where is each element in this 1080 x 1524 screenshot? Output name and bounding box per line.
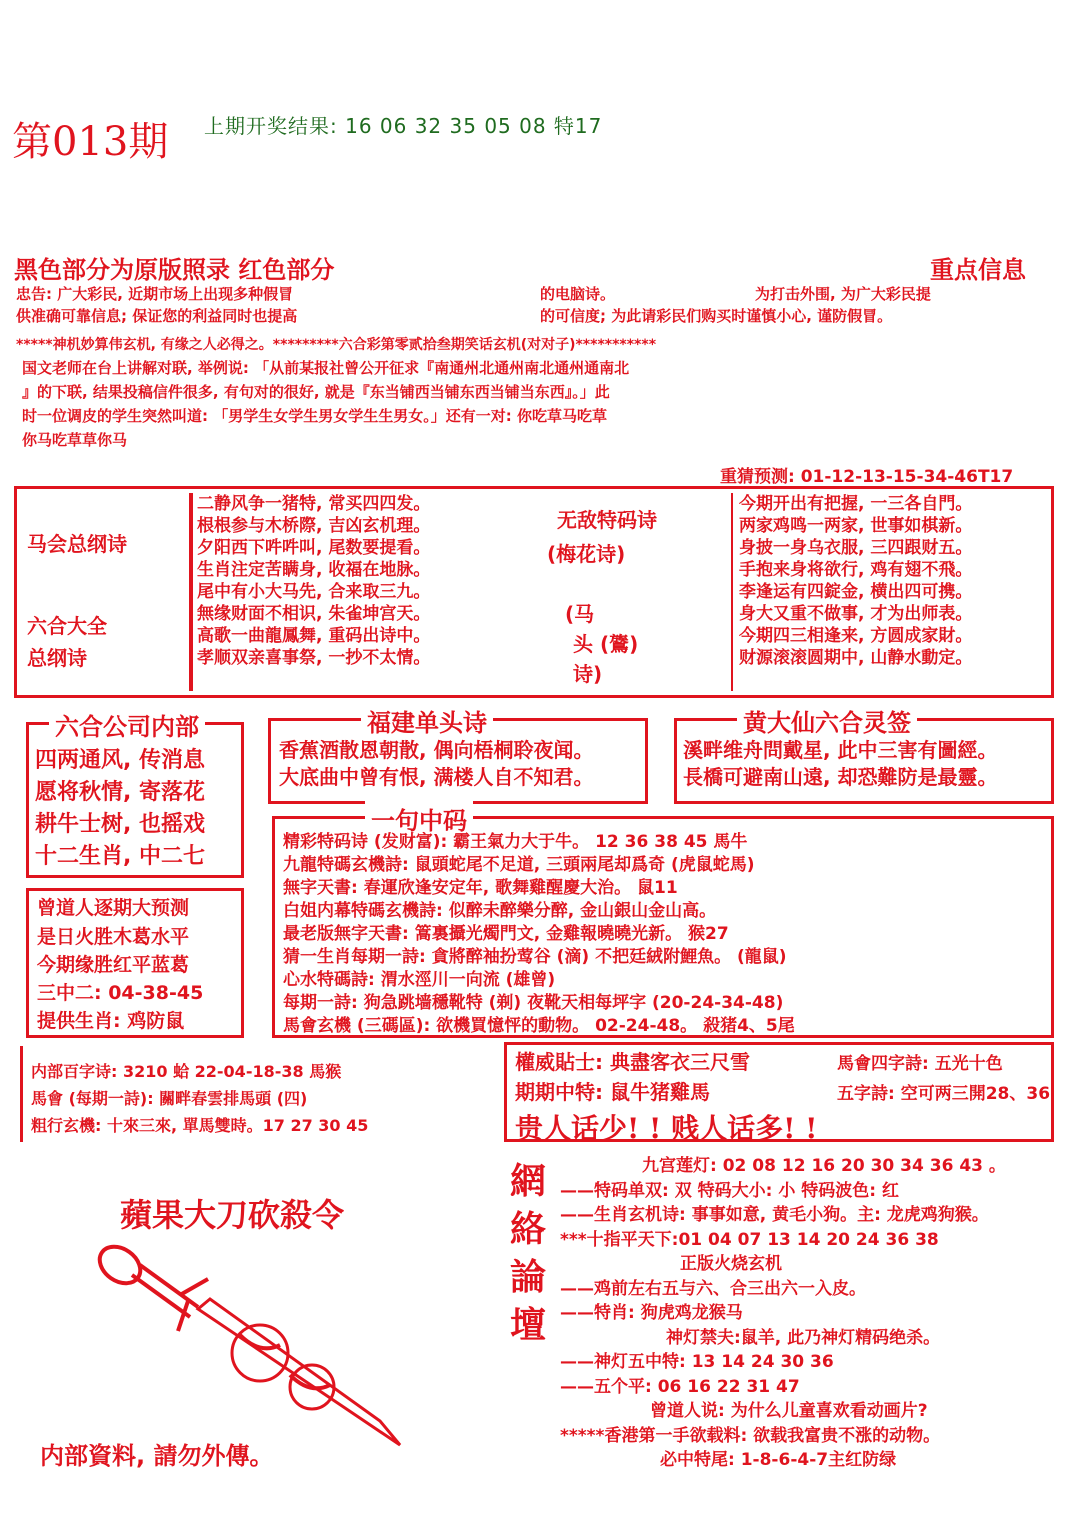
center-note-1: (马 [565, 602, 595, 626]
forum-line: ——特码单双: 双 特码大小: 小 特码波色: 红 [560, 1180, 899, 1201]
yiju-line: 猜一生肖每期一詩: 貪將醉袖扮莺谷 (滴) 不把廷絨附鯉魚。 (龍鼠) [283, 947, 787, 967]
bottom-left-line: 内部百字诗: 3210 蛤 22-04-18-38 馬猴 [31, 1062, 342, 1081]
huang-line: 溪畔维舟問戴星, 此中三害有圖經。 [683, 738, 998, 762]
yiju-line: 九龍特碼玄機詩: 鼠頭蛇尾不足道, 三頭兩尾却爲奇 (虎鼠蛇馬) [283, 855, 755, 875]
fujian-lines [279, 737, 594, 791]
poem-line: 二静风争一猪特, 常买四四发。 [197, 494, 431, 514]
poem-label-2a: 六合大全 [27, 614, 107, 638]
joke-body [22, 356, 1072, 452]
poem-left-list [197, 493, 430, 669]
fujian-line: 香蕉酒散恩朝散, 偶向梧桐聆夜闻。 [279, 738, 594, 762]
knife-footer: 内部資料, 請勿外傳。 [40, 1442, 274, 1470]
divider [189, 493, 193, 691]
forum-line: ——特肖: 狗虎鸡龙猴马 [560, 1303, 743, 1323]
liuhe-inner-box [26, 713, 244, 878]
zengdao-line: 提供生肖: 鸡防鼠 [37, 1010, 185, 1032]
bottom-left-line: 粗行玄機: 十來三來, 單馬雙時。17 27 30 45 [31, 1116, 369, 1135]
authority-line1-right: 馬會四字詩: 五光十色 [837, 1054, 1003, 1074]
poem-section [14, 486, 1054, 698]
center-subtitle: (梅花诗) [547, 542, 626, 566]
huang-title: 黄大仙六合灵签 [737, 703, 917, 738]
poem-line: 根根参与木桥際, 吉凶玄机理。 [197, 516, 431, 536]
forum-line: ——生肖玄机诗: 事事如意, 黄毛小狗。主: 龙虎鸡狗猴。 [560, 1205, 989, 1225]
joke-line: 时一位调皮的学生突然叫道: 「男学生女学生男女学生生男女。」还有一对: 你吃草马吃草 [22, 407, 607, 425]
yiju-box [272, 807, 1054, 1038]
notice-line1-right: 为打击外围, 为广大彩民提 [755, 285, 931, 303]
poem-line: 孝顺双亲喜事祭, 一抄不太情。 [197, 648, 431, 668]
joke-line: 国文老师在台上讲解对联, 举例说: 「从前某报社曾公开征求『南通州北通州南北通州通南北 [22, 359, 630, 377]
knife-title: 蘋果大刀砍殺令 [120, 1196, 345, 1234]
notice-line1-left: 忠告: 广大彩民, 近期市场上出现多种假冒 [16, 285, 294, 303]
notice-line2-right: 的可信度; 为此请彩民们购买时谨慎小心, 谨防假冒。 [540, 307, 893, 325]
fujian-title: 福建单头诗 [361, 703, 493, 738]
authority-box [504, 1042, 1054, 1145]
yiju-line: 心水特碼詩: 渭水涇川一向流 (雄曾) [283, 970, 556, 990]
prediction: 重猜预测: 01-12-13-15-34-46T17 [720, 467, 1014, 487]
forum-line: 神灯禁夫:鼠羊, 此乃神灯精码绝杀。 [666, 1327, 941, 1348]
forum-vertical [510, 1158, 554, 1358]
center-title: 无敌特码诗 [557, 508, 657, 532]
notice-line2-left: 供准确可靠信息; 保证您的利益同时也提高 [16, 307, 298, 325]
forum-char: 網 [510, 1161, 547, 1202]
forum-line: 曾道人说: 为什么儿童喜欢看动画片? [650, 1401, 928, 1421]
bottom-left-lines [31, 1058, 368, 1139]
yiju-line: 每期一詩: 狗急跳墙穩靴特 (剃) 夜靴天相每坪字 (20-24-34-48) [283, 993, 784, 1013]
poem-line: 今期开出有把握, 一三各自門。 [739, 494, 973, 514]
liuhe-inner-lines [35, 745, 205, 873]
bottom-left-info [20, 1046, 504, 1142]
forum-char: 論 [510, 1257, 547, 1298]
previous-result: 上期开奖结果: 16 06 32 35 05 08 特17 [204, 114, 603, 138]
huang-lines [683, 737, 998, 791]
poem-line: 夕阳西下吽吽叫, 尾数要提看。 [197, 538, 431, 558]
zengdao-lines [37, 923, 203, 1035]
forum-line: 必中特尾: 1-8-6-4-7主红防绿 [660, 1450, 897, 1470]
poem-line: 身披一身乌衣服, 三四跟财五。 [739, 538, 973, 558]
forum-lines [560, 1154, 1006, 1473]
liuhe-line: 耕牛士树, 也摇戏 [35, 812, 206, 837]
zengdao-title: 曾道人逐期大预测 [37, 897, 190, 919]
zengdao-box [26, 888, 244, 1038]
forum-line: *****香港第一手欲载料: 欲载我富贵不涨的动物。 [560, 1425, 941, 1446]
liuhe-inner-title: 六合公司内部 [49, 707, 205, 742]
huang-line: 長橋可避南山遠, 却恐難防是最靈。 [683, 765, 998, 789]
liuhe-line: 愿将秋情, 寄落花 [35, 780, 206, 805]
poem-label-2b: 总纲诗 [27, 646, 87, 670]
forum-line: ——五个平: 06 16 22 31 47 [560, 1376, 800, 1397]
poem-line: 李逢运有四錠金, 横出四可携。 [739, 582, 973, 602]
divider [731, 493, 733, 691]
fujian-line: 大底曲中曾有恨, 满楼人自不知君。 [279, 765, 594, 789]
joke-line: 你马吃草草你马 [22, 431, 128, 449]
yiju-line: 白姐内幕特碼玄機詩: 似醉未醉樂分醉, 金山銀山金山高。 [283, 901, 717, 921]
fujian-box [268, 709, 648, 804]
liuhe-line: 四两通风, 传消息 [35, 748, 206, 773]
joke-title: *****神机妙算伟玄机, 有缘之人必得之。*********六合彩第零贰拾叁期笑话玄机(对对子)*********** [16, 337, 657, 353]
poem-line: 手抱来身将欲行, 鸡有翅不飛。 [739, 560, 973, 580]
yiju-line: 馬會玄機 (三碼區): 欲機買憶怦的動物。 02-24-48。 殺猪4、5尾 [283, 1016, 795, 1036]
zengdao-line: 今期缘胜红平蓝葛 [37, 954, 190, 976]
forum-line: 正版火烧玄机 [680, 1254, 782, 1274]
poem-line: 两家鸡鸣一两家, 世事如棋新。 [739, 516, 973, 536]
poem-line: 生肖注定苦瞒身, 收福在地脉。 [197, 560, 431, 580]
poem-line: 尾中有小大马先, 合来取三九。 [197, 582, 431, 602]
authority-line2-right: 五字詩: 空可两三開28、36 [837, 1084, 1051, 1104]
yiju-lines [283, 831, 795, 1038]
center-note-3: 诗) [573, 662, 603, 686]
forum-line: 九宫莲灯: 02 08 12 16 20 30 34 36 43 。 [642, 1156, 1006, 1176]
zengdao-line: 三中二: 04-38-45 [37, 982, 204, 1004]
knife-icon [80, 1235, 440, 1465]
yiju-line: 最老版無字天書: 篙裏攝光燭門文, 金雞報曉曉光新。 猴27 [283, 924, 729, 944]
forum-line: ***十指平天下:01 04 07 13 14 20 24 36 38 [560, 1229, 939, 1250]
forum-char: 絡 [510, 1209, 547, 1250]
joke-line: 』的下联, 结果投稿信件很多, 有句对的很好, 就是『东当铺西当铺东西当铺当东西』。」此 [22, 383, 610, 401]
poem-right-list [739, 493, 972, 669]
poem-line: 無缘财面不相识, 朱雀坤宫天。 [197, 604, 431, 624]
forum-line: ——神灯五中特: 13 14 24 30 36 [560, 1352, 834, 1372]
poem-label-1: 马会总纲诗 [27, 532, 127, 556]
authority-line2: 期期中特: 鼠牛猪雞馬 [515, 1080, 710, 1104]
zengdao-line: 是日火胜木葛水平 [37, 926, 190, 948]
center-note-2: 头 (鷟) [573, 632, 639, 656]
yiju-line: 精彩特码诗 (发财富): 霸王氣力大于牛。 12 36 38 45 馬牛 [283, 832, 748, 852]
forum-line: ——鸡前左右五与六、合三出六一入皮。 [560, 1278, 866, 1299]
key-info: 重点信息 [930, 256, 1026, 284]
liuhe-line: 十二生肖, 中二七 [35, 844, 206, 869]
notice-line1-mid: 的电脑诗。 [540, 285, 616, 303]
forum-char: 壇 [510, 1305, 547, 1346]
poem-line: 今期四三相逢来, 方圆成家財。 [739, 626, 973, 646]
issue-number: 第013期 [12, 119, 169, 165]
top-banner: 黑色部分为原版照录 红色部分 [14, 256, 335, 284]
poem-line: 财源滚滚圆期中, 山静水動定。 [739, 648, 973, 668]
huang-box [674, 709, 1054, 804]
authority-slogan: 贵人话少! ! 贱人话多! ! [515, 1112, 818, 1145]
authority-line1: 權威貼士: 典盡客衣三尺雪 [515, 1050, 750, 1074]
poem-line: 高歌一曲龍鳳舞, 重码出诗中。 [197, 626, 431, 646]
yiju-line: 無字天書: 春運欣逢安定年, 歌舞雞醒慶大治。 鼠11 [283, 878, 678, 898]
poem-line: 身大又重不做事, 才为出师表。 [739, 604, 973, 624]
yiju-title: 一句中码 [365, 801, 473, 836]
bottom-left-line: 馬會 (每期一詩): 關畔春雲排馬頭 (四) [31, 1089, 308, 1108]
